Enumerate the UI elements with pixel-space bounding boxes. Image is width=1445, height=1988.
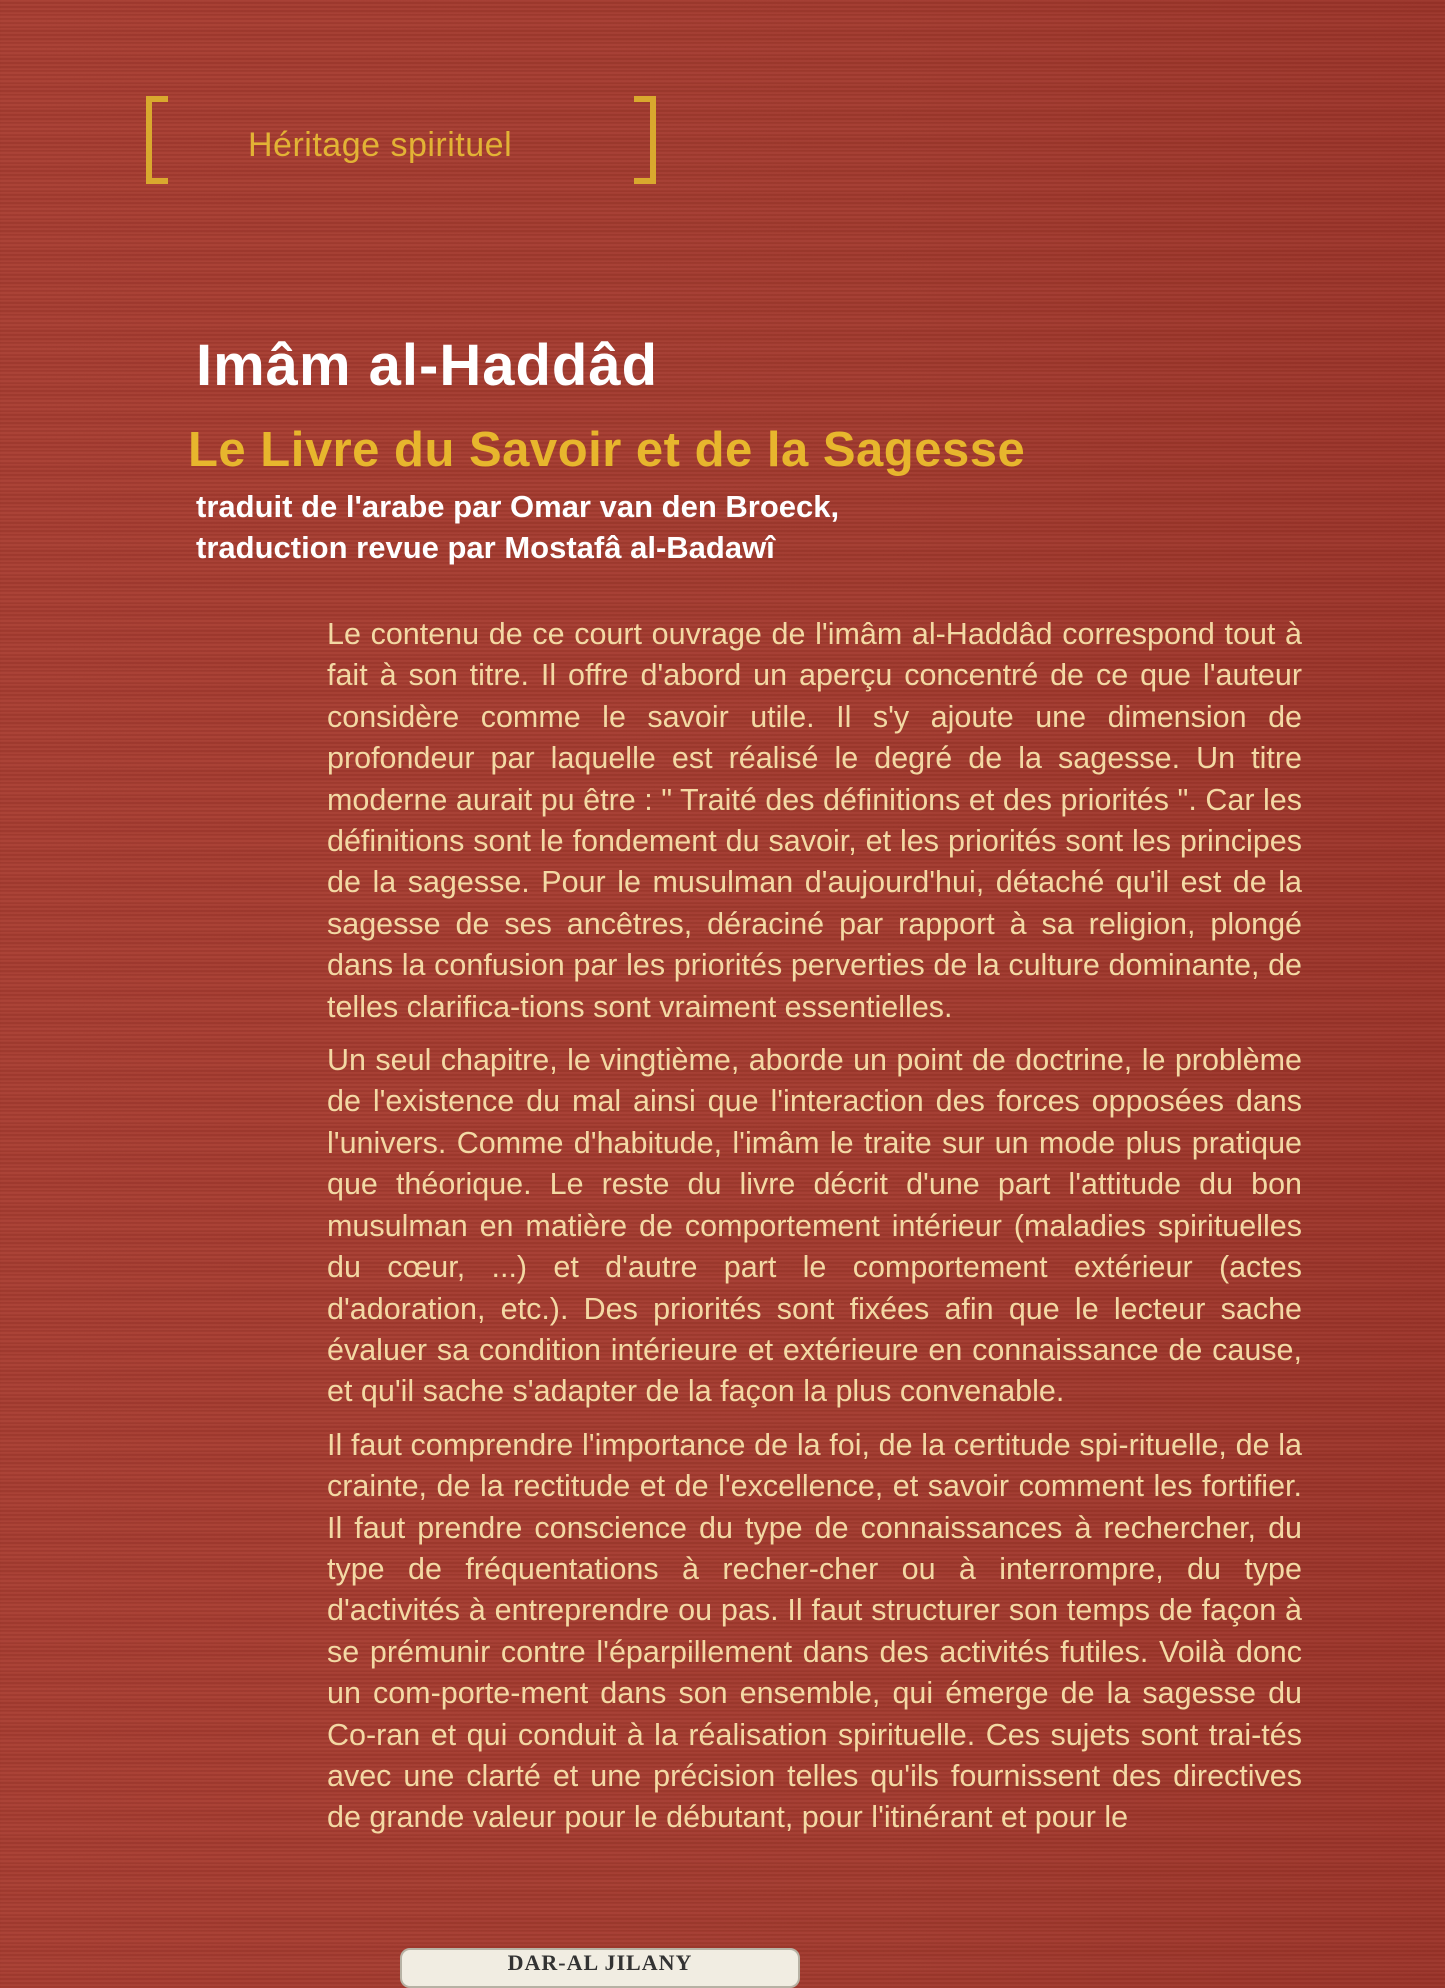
book-title: Le Livre du Savoir et de la Sagesse [188, 423, 1026, 477]
sticker-text: DAR-AL JILANY [507, 1950, 693, 1975]
right-bracket [634, 96, 656, 184]
reviser-line: traduction revue par Mostafâ al-Badawî [196, 530, 775, 565]
paragraph-2: Un seul chapitre, le vingtième, aborde un point de doctrine, le problème de l'existence du mal ainsi que l'interaction des forces opposées dans l'univers. Comme d'habitude, l'imâm le traite sur un mode plus pratique que théorique. Le reste du livre décrit d'une part l'attitude du bon musulman en matière de comportement intérieur (maladies spirituelles du cœur, ...) et d'autre part le comportement extérieur (actes d'adoration, etc.). Des priorités sont fixées afin que le lecteur sache évaluer sa condition intérieure et extérieure en connaissance de cause, et qu'il sache s'adapter de la façon la plus convenable. [327, 1043, 1302, 1409]
collection-name: Héritage spirituel [248, 126, 513, 164]
translation-credits [196, 486, 839, 568]
author-name: Imâm al-Haddâd [196, 333, 658, 398]
left-bracket [146, 96, 168, 184]
paragraph-3: Il faut comprendre l'importance de la foi, de la certitude spi-rituelle, de la crainte, de la rectitude et de l'excellence, et savoir comment les fortifier. Il faut prendre conscience du type de connaissances à rechercher, du type de fréquentations à recher-cher ou à interrompre, du type d'activités à entreprendre ou pas. Il faut structurer son temps de façon à se prémunir contre l'éparpillement dans des activités futiles. Voilà donc un com-porte-ment dans son ensemble, qui émerge de la sagesse du Co-ran et qui conduit à la réalisation spirituelle. Ces sujets sont trai-tés avec une clarté et une précision telles qu'ils fournissent des directives de grande valeur pour le débutant, pour l'itinérant et pour le [327, 1427, 1302, 1835]
translator-line: traduit de l'arabe par Omar van den Broeck, [196, 489, 840, 524]
paragraph-1: Le contenu de ce court ouvrage de l'imâm al-Haddâd correspond tout à fait à son titre. Il offre d'abord un aperçu concentré de ce que l'auteur considère comme le savoir utile. Il s'y ajoute une dimension de profondeur par laquelle est réalisé le degré de la sagesse. Un titre moderne aurait pu être : " Traité des définitions et des priorités ". Car les définitions sont le fondement du savoir, et les priorités sont les principes de la sagesse. Pour le musulman d'aujourd'hui, détaché qu'il est de la sagesse de ses ancêtres, déraciné par rapport à sa religion, plongé dans la confusion par les priorités perverties de la culture dominante, de telles clarifica-tions sont vraiment essentielles. [327, 617, 1302, 1024]
library-sticker [400, 1948, 800, 1988]
back-cover-text [327, 614, 1302, 1851]
